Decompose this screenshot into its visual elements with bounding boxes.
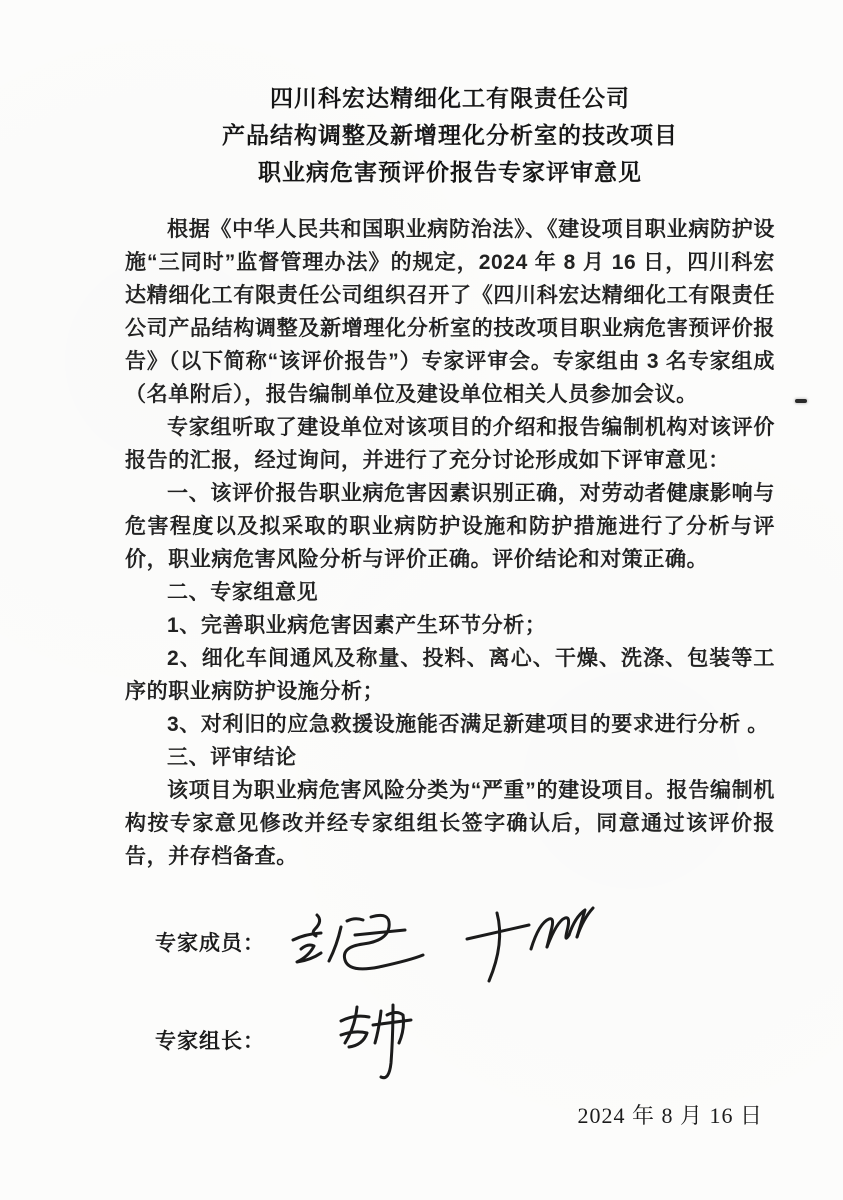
paragraph-meeting: 专家组听取了建设单位对该项目的介绍和报告编制机构对该评价报告的汇报，经过询问，并进行了充分讨论形成如下评审意见：	[125, 416, 775, 472]
leader-label: 专家组长：	[155, 1030, 265, 1053]
members-signature-row	[155, 899, 775, 989]
member-signature-1-icon	[283, 907, 433, 993]
title-line-2: 产品结构调整及新增理化分析室的技改项目	[222, 122, 678, 148]
paragraph-item-3: 3、对利旧的应急救援设施能否满足新建项目的要求进行分析 。	[167, 713, 769, 736]
document-content	[125, 80, 775, 1130]
document-date: 2024 年 8 月 16 日	[577, 1103, 763, 1128]
document-title	[125, 80, 775, 191]
member-signature-2-icon	[461, 901, 611, 987]
signature-section	[125, 899, 775, 1083]
title-line-3: 职业病危害预评价报告专家评审意见	[258, 159, 642, 185]
leader-signature-icon	[327, 997, 447, 1089]
title-line-1: 四川科宏达精细化工有限责任公司	[270, 85, 630, 111]
paragraph-section-3-heading: 三、评审结论	[167, 746, 297, 769]
leader-signature-row	[155, 991, 775, 1083]
paragraph-section-2-heading: 二、专家组意见	[167, 581, 319, 604]
paragraph-item-1: 1、完善职业病危害因素产生环节分析；	[167, 614, 547, 637]
paragraph-opinion-1: 一、该评价报告职业病危害因素识别正确，对劳动者健康影响与危害程度以及拟采取的职业病防护设施和防护措施进行了分析与评价，职业病危害风险分析与评价正确。评价结论和对策正确。	[125, 482, 775, 571]
paragraph-conclusion: 该项目为职业病危害风险分类为“严重”的建设项目。报告编制机构按专家意见修改并经专家组组长签字确认后，同意通过该评价报告，并存档备查。	[125, 779, 775, 868]
scan-artifact-dash	[795, 399, 807, 403]
paragraph-item-2: 2、细化车间通风及称量、投料、离心、干燥、洗涤、包装等工序的职业病防护设施分析；	[125, 647, 775, 703]
members-label: 专家成员：	[155, 932, 265, 955]
document-body	[125, 213, 775, 873]
paragraph-basis: 根据《中华人民共和国职业病防治法》、《建设项目职业病防护设施“三同时”监督管理办法》的规定，2024 年 8 月 16 日，四川科宏达精细化工有限责任公司组织召开了《四川科宏达精细化工有限责任公司产品结构调整及新增理化分析室的技改项目职业病危害预评价报告》（以下简称“该评价报告”）专家评审会。专家组由 3 名专家组成（名单附后），报告编制单位及建设单位相关人员参加会议。	[125, 218, 775, 406]
